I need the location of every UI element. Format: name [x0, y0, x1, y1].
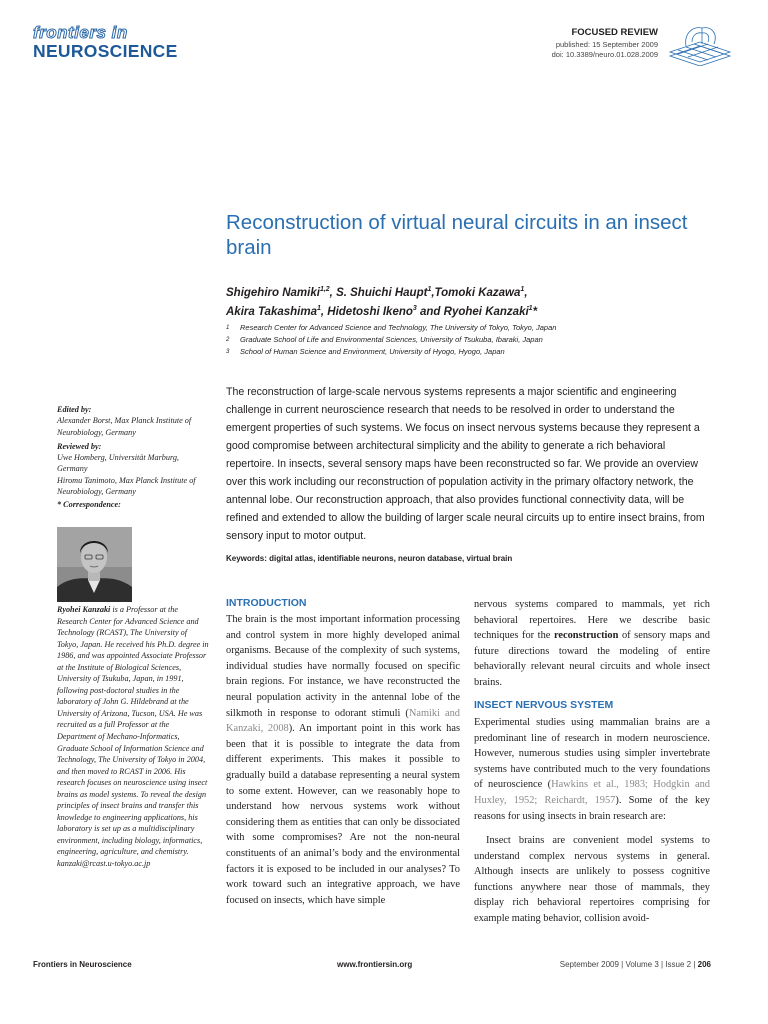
author-name: Akira Takashima: [226, 305, 317, 318]
editor-text: Alexander Borst, Max Planck Institute of Neurobiology, Germany: [57, 416, 192, 437]
author-name: Tomoki Kazawa: [434, 286, 521, 299]
author-name: Ryohei Kanzaki: [443, 305, 529, 318]
page-number: 206: [697, 960, 711, 969]
bio-author-name: Ryohei Kanzaki: [57, 605, 111, 614]
logo-line-neuroscience: NEUROSCIENCE: [33, 41, 178, 61]
published-date: published: 15 September 2009: [555, 40, 658, 49]
citation-link[interactable]: Hawkins et al., 1983; Hodgkin and Huxley, 1952; Reichardt, 1957: [474, 779, 710, 806]
insect-text-part: Experimental studies using mammalian brains are a predominant line of research in modern neuroscience. However, numerous studies using simpler invertebrate systems have contributed much to the very foundations of neuroscience (: [474, 717, 710, 791]
insect-nervous-system-paragraph: Insect brains are convenient model systems to understand complex nervous systems in general. Although insects are unlikely to possess cognitive functions anywhere near those of mammals, they display rich behavioral repertoires comprising for example mating behavior, collision avoid-: [474, 835, 710, 924]
affiliation-list: [226, 322, 696, 358]
intro-text-part: of sensory maps and future directions toward the modeling of entire behaviorally relevant neural circuits and whole insect brains.: [474, 630, 710, 688]
editorial-sidebar: [57, 404, 209, 511]
author-name: Hidetoshi Ikeno: [327, 305, 413, 318]
section-heading-introduction: INTRODUCTION: [226, 597, 307, 609]
author-affiliation-number: 1: [427, 286, 432, 293]
affiliation-text: Graduate School of Life and Environmental Sciences, University of Tsukuba, Ibaraki, Japan: [240, 335, 543, 344]
author-separator: ,: [524, 286, 528, 299]
section-heading-insect-nervous-system: INSECT NERVOUS SYSTEM: [474, 699, 614, 711]
portrait-image: [57, 527, 132, 602]
intro-text-part: ). An important point in this work has been that it is possible to integrate the data from different experiments. This makes it possible to gradually build a database representing a neural system to some extent. However, can we reasonably hope to understand how nervous systems work without considering them as entities that can only be dissociated with some compromises? Are not the non-neural constituents of an animal’s body and the environmental factors it is exposed to be included in our analyses? To work toward such an integrative approach, we have focused on insects, which have simple: [226, 723, 460, 906]
author-affiliation-number: 1: [520, 286, 525, 293]
affiliation-text: School of Human Science and Environment, University of Hyogo, Hyogo, Japan: [240, 347, 505, 356]
affiliation-number: 1: [226, 325, 230, 331]
author-name: Shigehiro Namiki: [226, 286, 320, 299]
footer-journal-name: Frontiers in Neuroscience: [33, 960, 132, 969]
affiliation-item: [226, 322, 696, 334]
corresponding-author-mark: *: [532, 305, 538, 318]
affiliation-item: [226, 334, 696, 346]
intro-text-part: nervous systems compared to mammals, yet rich behavioral repertoires. Here we describe basic techniques for the: [474, 599, 710, 642]
author-line-2: [226, 301, 706, 320]
author-biography: [57, 604, 209, 870]
keywords: Keywords: digital atlas, identifiable neurons, neuron database, virtual brain: [226, 554, 513, 563]
author-line-1: [226, 282, 706, 301]
introduction-text: [226, 612, 460, 908]
footer-issue-text: September 2009 | Volume 3 | Issue 2 |: [559, 960, 698, 969]
affiliation-number: 3: [226, 349, 230, 355]
author-separator: ,: [431, 286, 435, 299]
edited-by-label: Edited by:: [57, 405, 92, 414]
affiliation-item: [226, 346, 696, 358]
reviewer-text: Hiromu Tanimoto, Max Planck Institute of Neurobiology, Germany: [57, 475, 196, 497]
correspondence-label: * Correspondence:: [57, 500, 121, 510]
author-separator: ,: [329, 286, 337, 299]
insect-nervous-system-text: [474, 715, 710, 824]
author-portrait: [57, 527, 132, 602]
logo-line-frontiers: frontiers in: [33, 23, 128, 42]
affiliation-number: 2: [226, 337, 230, 343]
brain-emblem-icon: [664, 22, 734, 66]
introduction-text-continued: [474, 597, 710, 691]
article-title: Reconstruction of virtual neural circuits in an insect brain: [226, 211, 688, 259]
author-separator: ,: [320, 305, 328, 318]
footer-issue-info: [560, 960, 711, 969]
article-type-label: FOCUSED REVIEW: [571, 27, 658, 38]
citation-link[interactable]: Namiki and Kanzaki, 2008: [226, 707, 460, 735]
author-list: [226, 282, 706, 320]
abstract: The reconstruction of large-scale nervous systems represents a major scientific and engineering challenge in current neuroscience research that needs to be resolved in order to understand the emergent properties of such systems. We focus on insect nervous systems because they represent a good compromise between architectural simplicity and the ability to generate a rich behavioral repertoire. In insects, several sensory maps have been reconstructed so far. We provide an overview over this work including our reconstruction of population activity in the primary olfactory network, the antennal lobe. Our reconstruction approach, that also provides functional connectivity data, will be refined and extended to allow the building of larger scale neural circuits up to entire insect brains, from sensory input to motor output.: [226, 386, 705, 542]
author-name: S. Shuichi Haupt: [336, 286, 428, 299]
affiliation-text: Research Center for Advanced Science and Technology, The University of Tokyo, Tokyo, Japan: [240, 323, 557, 332]
author-affiliation-number: 1: [316, 304, 321, 312]
reviewed-by-label: Reviewed by:: [57, 441, 102, 451]
author-affiliation-number: 1: [528, 304, 533, 312]
bio-text: is a Professor at the Research Center for Advanced Science and Technology (RCAST), The University of Tokyo, Japan. He received his Ph.D. degree in 1986, and was appointed Associate Professor at the Institute of Biological Sciences, University of Tsukuba, Japan, in 1991, following post-doctoral studies in the laboratory of John G. Hildebrand at the University of Arizona, Tucson, USA. He was recruited as a full Professor at the Department of Mechano-Informatics, Graduate School of Information Science and Technology, The University of Tokyo in 2004, and then moved to RCAST in 2006. His research focuses on neuroscience using insect brains as model systems. To reveal the design principles of insect brains and transfer this knowledge to engineering applications, his laboratory is set up as a multidisciplinary environment, including biology, informatics, engineering, agriculture, and chemistry.: [57, 605, 209, 857]
footer-website-link[interactable]: www.frontiersin.org: [337, 960, 413, 969]
bio-email[interactable]: kanzaki@rcast.u-tokyo.ac.jp: [57, 859, 151, 869]
author-affiliation-number: 1,2: [319, 286, 330, 293]
journal-logo: [33, 24, 178, 60]
insect-text-part: ). Some of the key reasons for using insects in brain research are:: [474, 794, 711, 822]
intro-text-part: The brain is the most important information processing and control system in more highly developed animal organisms. Because of the complexity of such systems, individual studies have normally focused on specific brain regions. For instance, we have reconstructed the neural population activity in the antennal lobe of the silkmoth in response to odorant stimuli (: [226, 614, 460, 719]
author-affiliation-number: 3: [412, 304, 417, 312]
doi-text: doi: 10.3389/neuro.01.028.2009: [551, 50, 658, 59]
author-separator: and: [416, 305, 444, 318]
reviewer-text: Uwe Homberg, Universität Marburg, Germany: [57, 453, 179, 474]
keyword-highlight: reconstruction: [553, 630, 619, 642]
